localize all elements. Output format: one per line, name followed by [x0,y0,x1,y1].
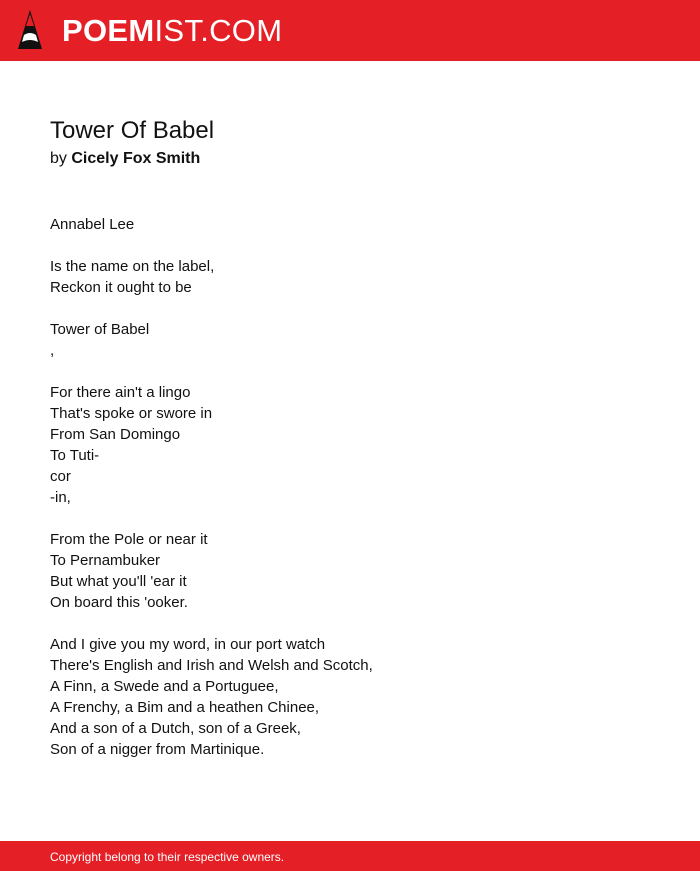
poem-line: That's spoke or swore in [50,405,213,422]
poem-line: Is the name on the label, [50,258,215,275]
site-header [0,0,700,61]
logo-bold-text: POEM [62,13,155,48]
stanza [50,634,650,760]
byline [50,147,650,171]
poem-line: From San Domingo [50,426,181,443]
stanza [50,214,650,235]
copyright-text: Copyright belong to their respective owners. [50,850,285,864]
poem-line: There's English and Irish and Welsh and Scotch, [50,657,373,674]
stanza [50,382,650,508]
poem-line: To Tuti- [50,447,100,464]
poem-line: Reckon it ought to be [50,279,192,296]
poem-line: A Frenchy, a Bim and a heathen Chinee, [50,699,320,716]
poem-line: Tower of Babel [50,321,150,338]
poem-line: From the Pole or near it [50,531,208,548]
poem-line: cor [50,468,71,485]
poem-line: And a son of a Dutch, son of a Greek, [50,720,301,737]
stanza [50,256,650,298]
poem-line: Annabel Lee [50,216,135,233]
stanza [50,319,650,361]
poem-line: On board this 'ooker. [50,594,188,611]
poem-line: But what you'll 'ear it [50,573,187,590]
poem-body [50,214,650,760]
poem-content [50,116,650,781]
poem-title: Tower Of Babel [50,117,215,144]
poem-line: Son of a nigger from Martinique. [50,741,265,758]
poem-line: And I give you my word, in our port watch [50,636,326,653]
logo-light-text: IST.COM [154,13,283,48]
poem-line: A Finn, a Swede and a Portuguee, [50,678,279,695]
poem-line: To Pernambuker [50,552,161,569]
site-footer [0,841,700,871]
author-name: Cicely Fox Smith [71,150,201,167]
poem-line: For there ain't a lingo [50,384,191,401]
poem-line: , [50,342,55,359]
pencil-tip-icon[interactable] [17,9,43,51]
site-logo[interactable] [62,13,282,49]
poem-line: -in, [50,489,71,506]
by-prefix: by [50,150,67,167]
stanza [50,529,650,613]
